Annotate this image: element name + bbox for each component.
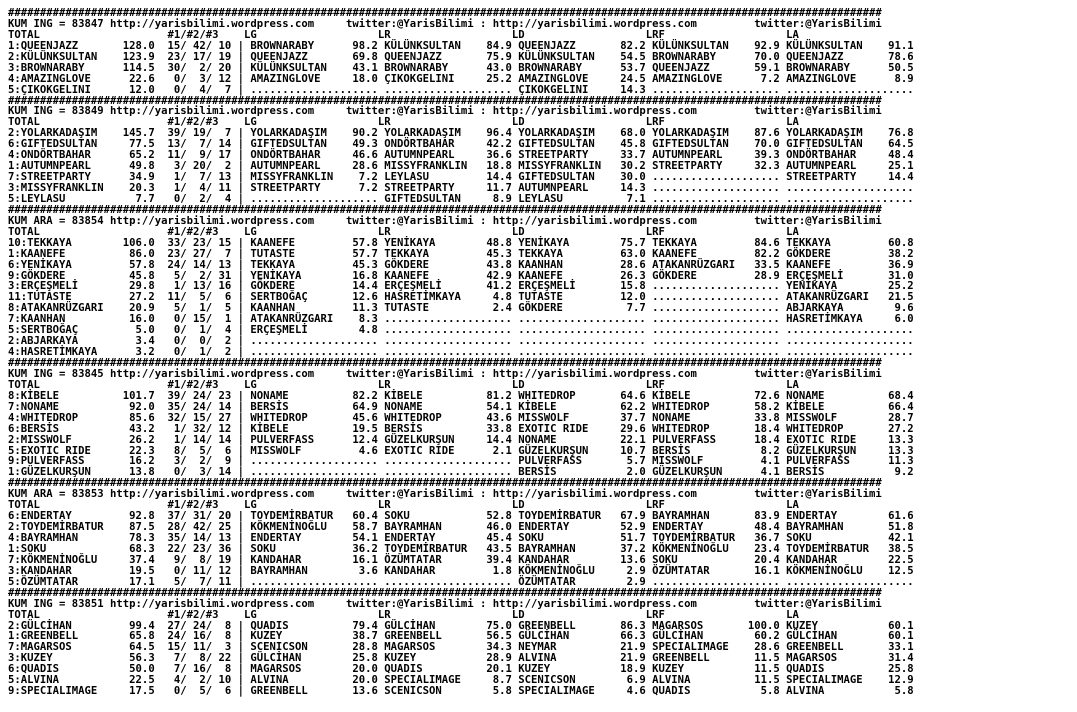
- result-row: 4:WHITEDROP 85.6 32/ 15/ 27 | WHITEDROP 45.6 WHITEDROP 43.6 MISSWOLF 37.7 NONAME 33.8 MISSWOLF 28.7: [8, 411, 914, 424]
- race-header-line: KUM ARA = 83854 http://yarisbilimi.wordpress.com twitter:@YarisBilimi : http://yarisbilimi.wordpress.com twitter:@YarisBilimi: [8, 214, 882, 227]
- result-row: 6:YENİKAYA 57.8 24/ 14/ 13 | TEKKAYA 45.3 GÖKDERE 43.8 KAANHAN 28.6 ATAKANRÜZGARI 33.5 KAANEFE 36.9: [8, 258, 914, 271]
- result-row: 1:SOKU 68.3 22/ 23/ 36 | SOKU 36.2 TOYDEMİRBATUR 43.5 BAYRAMHAN 37.2 KÖKMENİNOĞLU 23.4 TOYDEMİRBATUR 38.5: [8, 542, 914, 555]
- result-row: 5:EXOTIC RIDE 22.3 8/ 5/ 6 | MISSWOLF 4.6 EXOTIC RIDE 2.1 GÜZELKURŞUN 10.7 BERSİS 8.2 GÜZELKURŞUN 13.3: [8, 444, 914, 457]
- column-header-line: TOTAL #1/#2/#3 LG LR LD LRF LA: [8, 608, 799, 621]
- column-header-line: TOTAL #1/#2/#3 LG LR LD LRF LA: [8, 28, 799, 41]
- result-row: 2:TOYDEMİRBATUR 87.5 28/ 42/ 25 | KÖKMENİNOĞLU 58.7 BAYRAMHAN 46.0 ENDERTAY 52.9 ENDERTAY 48.4 BAYRAMHAN 51.8: [8, 521, 914, 534]
- result-row: 2:MISSWOLF 26.2 1/ 14/ 14 | PULVERFASS 12.4 GÜZELKURŞUN 14.4 NONAME 22.1 PULVERFASS 18.4 EXOTIC RIDE 13.3: [8, 433, 914, 446]
- result-row: 5:ÖZÜMTATAR 17.1 5/ 7/ 11 | .................... .................... ÖZÜMTATAR 2.9 .................... ....................: [8, 575, 914, 588]
- result-row: 2:YOLARKADAŞIM 145.7 39/ 19/ 7 | YOLARKADAŞIM 90.2 YOLARKADAŞIM 96.4 YOLARKADAŞIM 68.0 YOLARKADAŞIM 87.6 YOLARKADAŞIM 76.8: [8, 127, 914, 140]
- result-row: 9:PULVERFASS 16.2 3/ 2/ 9 | .................... .................... PULVERFASS 5.7 MISSWOLF 4.1 PULVERFASS 11.3: [8, 455, 914, 468]
- result-row: 10:TEKKAYA 106.0 33/ 23/ 15 | KAANEFE 57.8 YENİKAYA 48.8 YENİKAYA 75.7 TEKKAYA 84.6 TEKKAYA 60.8: [8, 236, 914, 249]
- result-row: 1:KAANEFE 86.0 23/ 27/ 7 | TUTASTE 57.7 TEKKAYA 45.3 TEKKAYA 63.0 KAANEFE 82.2 GÖKDERE 38.2: [8, 247, 914, 260]
- race-header-line: KUM ING = 83851 http://yarisbilimi.wordpress.com twitter:@YarisBilimi : http://yarisbilimi.wordpress.com twitter:@YarisBilimi: [8, 597, 882, 610]
- result-row: 8:KİBELE 101.7 39/ 24/ 23 | NONAME 82.2 KİBELE 81.2 WHITEDROP 64.6 KİBELE 72.6 NONAME 68.4: [8, 389, 914, 402]
- result-row: 7:KAANHAN 16.0 0/ 15/ 1 | ATAKANRÜZGARI 8.3 .................... .................... .................... HASRETİMKAYA 6.0: [8, 313, 914, 326]
- separator-line: #########################################################################################################################################: [8, 203, 882, 216]
- result-row: 8:ATAKANRÜZGARI 20.9 5/ 1/ 5 | KAANHAN 11.3 TUTASTE 2.4 GÖKDERE 7.7 .................... ABJARKAYA 9.6: [8, 302, 914, 315]
- result-row: 1:QUEENJAZZ 128.0 15/ 42/ 10 | BROWNARABY 98.2 KÜLÜNKSULTAN 84.9 QUEENJAZZ 82.2 KÜLÜNKSULTAN 92.9 KÜLÜNKSULTAN 91.1: [8, 39, 914, 52]
- result-row: 2:GÜLCİHAN 99.4 27/ 24/ 8 | QUADIS 79.4 GÜLCİHAN 75.0 GREENBELL 86.3 MAGARSOS 100.0 KUZEY 60.1: [8, 619, 914, 632]
- result-row: 4:HASRETİMKAYA 3.2 0/ 1/ 2 | .................... .................... .................... .................... ....................: [8, 346, 914, 359]
- column-header-line: TOTAL #1/#2/#3 LG LR LD LRF LA: [8, 378, 799, 391]
- result-row: 4:ONDÖRTBAHAR 65.2 11/ 9/ 17 | ONDÖRTBAHAR 46.6 AUTUMNPEARL 36.6 STREETPARTY 33.7 AUTUMNPEARL 39.3 ONDÖRTBAHAR 48.4: [8, 149, 914, 162]
- result-row: 3:ERÇEŞMELİ 29.8 1/ 13/ 16 | GÖKDERE 14.4 ERÇEŞMELİ 41.2 ERÇEŞMELİ 15.8 .................... YENİKAYA 25.2: [8, 280, 914, 293]
- race-header-line: KUM ARA = 83853 http://yarisbilimi.wordpress.com twitter:@YarisBilimi : http://yarisbilimi.wordpress.com twitter:@YarisBilimi: [8, 488, 882, 501]
- separator-line: #########################################################################################################################################: [8, 94, 882, 107]
- separator-line: #########################################################################################################################################: [8, 8, 882, 19]
- race-header-line: KUM ING = 83847 http://yarisbilimi.wordpress.com twitter:@YarisBilimi : http://yarisbilimi.wordpress.com twitter:@YarisBilimi: [8, 17, 882, 30]
- race-header-line: KUM ING = 83845 http://yarisbilimi.wordpress.com twitter:@YarisBilimi : http://yarisbilimi.wordpress.com twitter:@YarisBilimi: [8, 367, 882, 380]
- result-row: 7:KÖKMENİNOĞLU 37.4 9/ 8/ 19 | KANDAHAR 16.1 ÖZÜMTATAR 39.4 KANDAHAR 13.6 SOKU 20.4 KANDAHAR 22.5: [8, 553, 914, 566]
- result-row: 5:SERTBOĞAÇ 5.0 0/ 1/ 4 | ERÇEŞMELİ 4.8 .................... .................... .................... ....................: [8, 324, 914, 337]
- result-row: 5:LEYLASU 7.7 0/ 2/ 4 | .................... GIFTEDSULTAN 8.9 LEYLASU 7.1 .................... ....................: [8, 192, 914, 205]
- result-row: 6:GIFTEDSULTAN 77.5 13/ 7/ 14 | GIFTEDSULTAN 49.3 ONDÖRTBAHAR 42.2 GIFTEDSULTAN 45.8 GIFTEDSULTAN 70.0 GIFTEDSULTAN 64.5: [8, 138, 914, 151]
- result-row: 1:AUTUMNPEARL 49.8 3/ 20/ 2 | AUTUMNPEARL 28.6 MISSYFRANKLIN 18.8 MISSYFRANKLIN 30.2 STREETPARTY 32.3 AUTUMNPEARL 25.1: [8, 160, 914, 173]
- result-row: 6:BERSİS 43.2 1/ 32/ 12 | KİBELE 19.5 BERSİS 33.8 EXOTIC RIDE 29.6 WHITEDROP 18.4 WHITEDROP 27.2: [8, 422, 914, 435]
- result-row: 7:NONAME 92.0 35/ 24/ 14 | BERSİS 64.9 NONAME 54.1 KİBELE 62.2 WHITEDROP 58.2 KİBELE 66.4: [8, 400, 914, 413]
- result-row: 2:ABJARKAYA 3.4 0/ 0/ 2 | .................... .................... .................... .................... ....................: [8, 335, 914, 348]
- result-row: 4:BAYRAMHAN 78.3 35/ 14/ 13 | ENDERTAY 54.1 ENDERTAY 45.4 SOKU 51.7 TOYDEMİRBATUR 36.7 SOKU 42.1: [8, 532, 914, 544]
- result-row: 3:KUZEY 56.3 7/ 8/ 22 | GÜLCİHAN 25.8 KUZEY 28.9 ALVINA 21.9 GREENBELL 11.5 MAGARSOS 31.4: [8, 652, 914, 665]
- separator-line: #########################################################################################################################################: [8, 357, 882, 369]
- result-row: 1:GÜZELKURŞUN 13.8 0/ 3/ 14 | .................... .................... BERSİS 2.0 GÜZELKURŞUN 4.1 BERSİS 9.2: [8, 466, 914, 479]
- result-row: 4:AMAZINGLOVE 22.6 0/ 3/ 12 | AMAZINGLOVE 18.0 ÇIKOKGELINI 25.2 AMAZINGLOVE 24.5 AMAZINGLOVE 7.2 AMAZINGLOVE 8.9: [8, 72, 914, 85]
- column-header-line: TOTAL #1/#2/#3 LG LR LD LRF LA: [8, 499, 799, 512]
- result-row: 3:MISSYFRANKLIN 20.3 1/ 4/ 11 | STREETPARTY 7.2 STREETPARTY 11.7 AUTUMNPEARL 14.3 .................... ....................: [8, 182, 914, 194]
- column-header-line: TOTAL #1/#2/#3 LG LR LD LRF LA: [8, 225, 799, 238]
- column-header-line: TOTAL #1/#2/#3 LG LR LD LRF LA: [8, 116, 799, 129]
- race-results-sheet: [8, 8, 1071, 708]
- result-row: 3:KANDAHAR 19.5 0/ 11/ 12 | BAYRAMHAN 3.6 KANDAHAR 1.8 KÖKMENİNOĞLU 2.9 ÖZÜMTATAR 16.1 KÖKMENİNOĞLU 12.5: [8, 564, 914, 577]
- result-row: 5:ÇIKOKGELINI 12.0 0/ 4/ 7 | .................... .................... ÇIKOKGELINI 14.3 .................... ....................: [8, 83, 914, 96]
- result-row: 9:GÖKDERE 45.8 5/ 2/ 31 | YENİKAYA 16.8 KAANEFE 42.9 KAANEFE 26.3 GÖKDERE 28.9 ERÇEŞMELİ 31.0: [8, 269, 914, 282]
- result-row: 3:BROWNARABY 114.5 30/ 2/ 20 | KÜLÜNKSULTAN 43.1 BROWNARABY 43.0 BROWNARABY 53.7 QUEENJAZZ 59.1 BROWNARABY 50.5: [8, 61, 914, 74]
- result-row: 7:MAGARSOS 64.5 15/ 11/ 3 | SCENICSON 28.8 MAGARSOS 34.3 NEYMAR 21.9 SPECIALIMAGE 28.6 GREENBELL 33.1: [8, 641, 914, 654]
- result-row: 1:GREENBELL 65.8 24/ 16/ 8 | KUZEY 38.7 GREENBELL 56.5 GÜLCİHAN 66.3 GÜLCİHAN 60.2 GÜLCİHAN 60.1: [8, 630, 914, 643]
- result-row: 6:ENDERTAY 92.8 37/ 31/ 20 | TOYDEMİRBATUR 60.4 SOKU 52.8 TOYDEMİRBATUR 67.9 BAYRAMHAN 83.9 ENDERTAY 61.6: [8, 510, 914, 523]
- separator-line: #########################################################################################################################################: [8, 477, 882, 490]
- race-header-line: KUM ING = 83849 http://yarisbilimi.wordpress.com twitter:@YarisBilimi : http://yarisbilimi.wordpress.com twitter:@YarisBilimi: [8, 105, 882, 118]
- result-row: 9:SPECIALIMAGE 17.5 0/ 5/ 6 | GREENBELL 13.6 SCENICSON 5.8 SPECIALIMAGE 4.6 QUADIS 5.8 ALVINA 5.8: [8, 685, 914, 698]
- result-row: 5:ALVINA 22.5 4/ 2/ 10 | ALVINA 20.0 SPECIALIMAGE 8.7 SCENICSON 6.9 ALVINA 11.5 SPECIALIMAGE 12.9: [8, 674, 914, 687]
- result-row: 7:STREETPARTY 34.9 1/ 7/ 13 | MISSYFRANKLIN 7.2 LEYLASU 14.4 GIFTEDSULTAN 30.0 .................... STREETPARTY 14.4: [8, 171, 914, 184]
- result-row: 11:TUTASTE 27.2 11/ 5/ 6 | SERTBOĞAÇ 12.6 HASRETİMKAYA 4.8 TUTASTE 12.0 .................... ATAKANRÜZGARI 21.5: [8, 291, 914, 304]
- result-row: 6:QUADIS 50.0 7/ 16/ 8 | MAGARSOS 20.0 QUADIS 20.1 KUZEY 18.9 KUZEY 11.5 QUADIS 25.8: [8, 663, 914, 676]
- separator-line: #########################################################################################################################################: [8, 586, 882, 599]
- result-row: 2:KÜLÜNKSULTAN 123.9 23/ 17/ 19 | QUEENJAZZ 69.8 QUEENJAZZ 75.9 KÜLÜNKSULTAN 54.5 BROWNARABY 70.0 QUEENJAZZ 78.6: [8, 50, 914, 63]
